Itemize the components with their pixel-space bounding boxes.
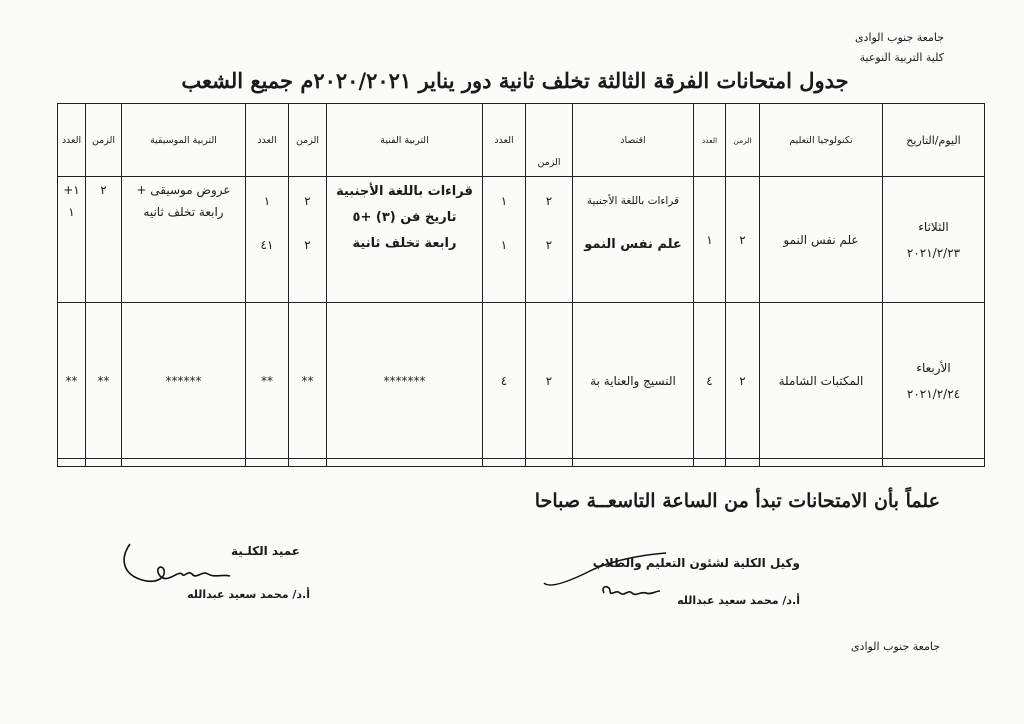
economics-count: ٤ — [483, 303, 526, 459]
exam-schedule-table — [57, 103, 985, 467]
header-time: الزمن — [289, 104, 327, 177]
art-ed-line: قراءات باللغة الأجنبية — [336, 184, 473, 199]
header-count: العدد — [58, 104, 86, 177]
day-name: الأربعاء — [916, 360, 951, 375]
ed-tech-count: ١ — [694, 177, 726, 303]
art-ed-time: ** — [289, 303, 327, 459]
art-ed-count: ٤١ — [260, 238, 274, 252]
art-ed-time: ٢ — [304, 194, 311, 208]
music-ed-subjects — [122, 177, 246, 303]
day-date-cell — [883, 303, 985, 459]
header-music-ed: التربية الموسيقية — [122, 104, 246, 177]
music-ed-count: ١ — [68, 205, 75, 219]
day-name: الثلاثاء — [918, 219, 949, 234]
ed-tech-time: ٢ — [726, 177, 760, 303]
table-header-row — [58, 104, 985, 177]
spacer-cell — [573, 459, 694, 467]
header-art-ed: التربية الفنية — [327, 104, 483, 177]
economics-times — [526, 177, 573, 303]
economics-subject: النسيج والعناية بة — [573, 303, 694, 459]
ed-tech-time: ٢ — [726, 303, 760, 459]
spacer-cell — [327, 459, 483, 467]
music-ed-subject: ****** — [122, 303, 246, 459]
faculty-name: كلية التربية النوعية — [859, 51, 944, 64]
art-ed-line: رابعة تخلف ثانية — [352, 236, 457, 251]
header-count: العدد — [483, 104, 526, 177]
table-row — [58, 303, 985, 459]
date: ٢٠٢١/٢/٢٤ — [906, 386, 961, 401]
table-row — [58, 177, 985, 303]
music-ed-time: ٢ — [86, 177, 122, 303]
dean-name: أ.د/ محمد سعيد عبدالله — [187, 588, 310, 601]
university-name: جامعة جنوب الوادى — [854, 31, 944, 44]
art-ed-subject: ******* — [327, 303, 483, 459]
ed-tech-subject: المكتبات الشاملة — [760, 303, 883, 459]
footer-university-name: جامعة جنوب الوادى — [850, 640, 940, 653]
economics-time: ٢ — [545, 194, 553, 208]
economics-time: ٢ — [545, 238, 553, 252]
vice-dean-name: أ.د/ محمد سعيد عبدالله — [677, 594, 800, 607]
art-ed-time: ٢ — [304, 238, 311, 252]
vice-dean-title: وكيل الكلية لشئون التعليم والطلاب — [592, 556, 800, 570]
spacer-cell — [246, 459, 289, 467]
spacer-cell — [726, 459, 760, 467]
spacer-cell — [883, 459, 985, 467]
page-title: جدول امتحانات الفرقة الثالثة تخلف ثانية دور يناير ٢٠٢٠/٢٠٢١م جميع الشعب — [181, 68, 849, 93]
exam-start-note: علماً بأن الامتحانات تبدأ من الساعة التاسعــة صباحا — [534, 490, 940, 512]
art-ed-count: ** — [246, 303, 289, 459]
music-ed-line: عروض موسيقى + — [136, 183, 231, 197]
music-ed-counts — [58, 177, 86, 303]
economics-time: ٢ — [526, 303, 573, 459]
economics-subject: علم نفس النمو — [584, 237, 682, 252]
header-day-date: اليوم/التاريخ — [883, 104, 985, 177]
date: ٢٠٢١/٢/٢٣ — [906, 245, 961, 260]
spacer-cell — [122, 459, 246, 467]
economics-subjects — [573, 177, 694, 303]
music-ed-time: ** — [86, 303, 122, 459]
spacer-cell — [760, 459, 883, 467]
header-time: الزمن — [526, 104, 573, 177]
day-date-cell — [883, 177, 985, 303]
music-ed-line: رابعة تخلف ثانيه — [143, 205, 224, 219]
economics-count: ١ — [500, 238, 508, 252]
art-ed-times — [289, 177, 327, 303]
dean-title: عميد الكلـية — [230, 544, 300, 558]
economics-counts — [483, 177, 526, 303]
music-ed-count: ** — [58, 303, 86, 459]
ed-tech-count: ٤ — [694, 303, 726, 459]
economics-subject: قراءات باللغة الأجنبية — [586, 195, 680, 207]
header-economics: اقتصاد — [573, 104, 694, 177]
header-count: العدد — [694, 104, 726, 177]
spacer-cell — [289, 459, 327, 467]
spacer-cell — [526, 459, 573, 467]
ed-tech-subject: علم نفس النمو — [760, 177, 883, 303]
spacer-cell — [483, 459, 526, 467]
table-bottom-spacer — [58, 459, 985, 467]
art-ed-line: تاريخ فن (٣) +٥ — [352, 210, 457, 225]
art-ed-counts — [246, 177, 289, 303]
spacer-cell — [58, 459, 86, 467]
header-time: الزمن — [86, 104, 122, 177]
spacer-cell — [86, 459, 122, 467]
art-ed-subjects — [327, 177, 483, 303]
spacer-cell — [694, 459, 726, 467]
header-time: الزمن — [726, 104, 760, 177]
music-ed-count: ١+ — [63, 183, 80, 197]
header-count: العدد — [246, 104, 289, 177]
art-ed-count: ١ — [263, 194, 271, 208]
dean-signature-icon — [118, 540, 238, 595]
economics-count: ١ — [500, 194, 508, 208]
header-ed-tech: تكنولوجيا التعليم — [760, 104, 883, 177]
